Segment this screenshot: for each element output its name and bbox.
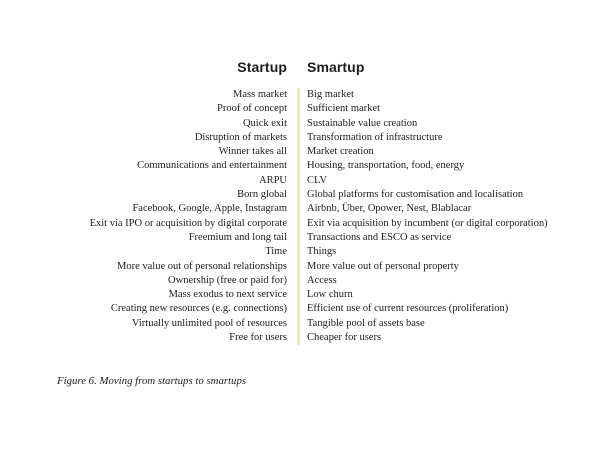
table-header-row — [0, 58, 600, 76]
table-row — [0, 260, 600, 274]
startup-cell: Born global — [237, 189, 287, 201]
table-row — [0, 145, 600, 159]
smartup-cell: Exit via acquisition by incumbent (or digital corporation) — [297, 217, 600, 231]
table-row — [0, 174, 600, 188]
startup-cell: Quick exit — [242, 117, 287, 129]
smartup-cell: Transactions and ESCO as service — [297, 231, 600, 245]
table-row — [0, 159, 600, 173]
startup-cell: Free for users — [229, 332, 287, 344]
table-row — [0, 88, 600, 102]
smartup-cell: Cheaper for users — [297, 331, 600, 345]
smartup-cell: Global platforms for customisation and localisation — [297, 188, 600, 202]
startup-cell: Time — [265, 246, 287, 258]
smartup-cell: Market creation — [297, 145, 600, 159]
column-header-startup: Startup — [237, 59, 287, 75]
smartup-cell: Big market — [297, 88, 600, 102]
table-body — [0, 88, 600, 345]
table-row — [0, 331, 600, 345]
startup-cell: ARPU — [258, 174, 287, 186]
table-row — [0, 131, 600, 145]
startup-cell: Disruption of markets — [194, 131, 287, 143]
startup-cell: Facebook, Google, Apple, Instagram — [132, 203, 287, 215]
smartup-cell: Sustainable value creation — [297, 117, 600, 131]
startup-cell: Proof of concept — [217, 103, 287, 115]
startup-cell: Winner takes all — [218, 146, 287, 158]
startup-cell: Communications and entertainment — [137, 160, 287, 172]
column-header-smartup: Smartup — [307, 59, 365, 75]
smartup-cell: More value out of personal property — [297, 260, 600, 274]
smartup-cell: Efficient use of current resources (proliferation) — [297, 302, 600, 316]
startup-cell: Mass exodus to next service — [168, 289, 287, 301]
table-row — [0, 117, 600, 131]
table-row — [0, 288, 600, 302]
smartup-cell: Things — [297, 245, 600, 259]
startup-smartup-comparison-table — [0, 58, 600, 345]
smartup-cell: CLV — [297, 174, 600, 188]
smartup-cell: Low churn — [297, 288, 600, 302]
table-row — [0, 245, 600, 259]
startup-cell: Freemium and long tail — [188, 231, 287, 243]
startup-cell: Exit via IPO or acquisition by digital corporate — [89, 217, 287, 229]
table-row — [0, 188, 600, 202]
smartup-cell: Airbnb, Über, Opower, Nest, Blablacar — [297, 202, 600, 216]
smartup-cell: Housing, transportation, food, energy — [297, 159, 600, 173]
table-row — [0, 202, 600, 216]
smartup-cell: Transformation of infrastructure — [297, 131, 600, 145]
startup-cell: Creating new resources (e.g. connections) — [110, 303, 287, 315]
smartup-cell: Tangible pool of assets base — [297, 317, 600, 331]
smartup-cell: Access — [297, 274, 600, 288]
startup-cell: Virtually unlimited pool of resources — [131, 317, 287, 329]
smartup-cell: Sufficient market — [297, 102, 600, 116]
table-row — [0, 317, 600, 331]
startup-cell: Mass market — [233, 89, 287, 100]
figure-caption: Figure 6. Moving from startups to smartups — [57, 375, 247, 387]
table-row — [0, 302, 600, 316]
startup-cell: Ownership (free or paid for) — [168, 274, 287, 286]
startup-cell: More value out of personal relationships — [117, 260, 287, 272]
table-row — [0, 217, 600, 231]
table-row — [0, 102, 600, 116]
table-row — [0, 274, 600, 288]
table-row — [0, 231, 600, 245]
